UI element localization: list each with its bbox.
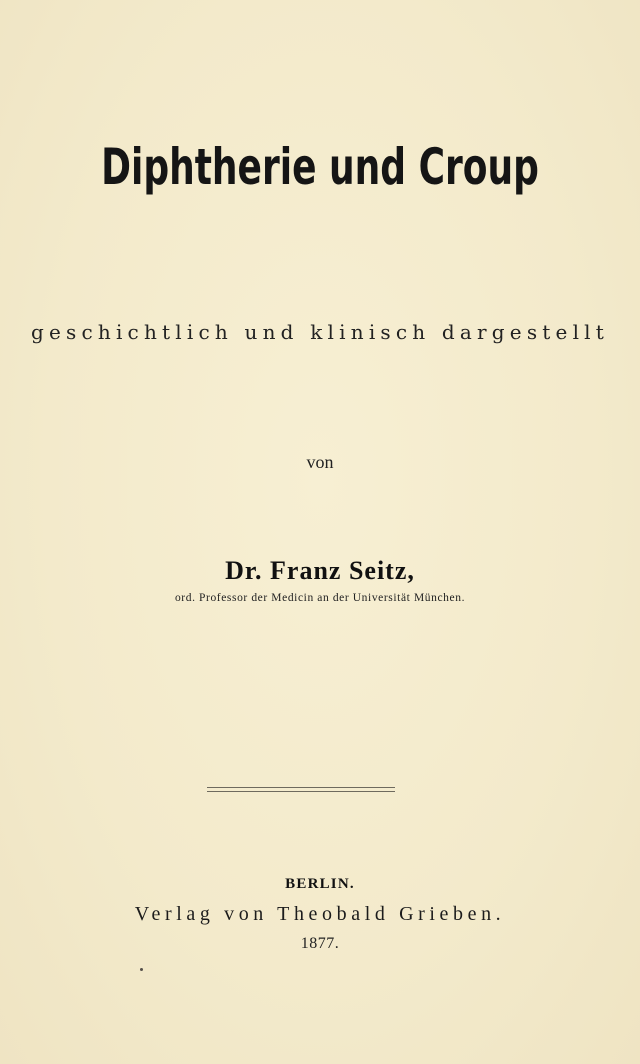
- ink-speck: [140, 968, 143, 971]
- author-name: Dr. Franz Seitz,: [225, 556, 415, 585]
- by-line: von: [306, 452, 334, 472]
- imprint-city: BERLIN.: [285, 876, 355, 892]
- imprint-publisher: Verlag von Theobald Grieben.: [134, 903, 506, 925]
- author-affiliation: ord. Professor der Medicin an der Universität München.: [174, 592, 466, 604]
- book-title: Diphtherie und Croup: [101, 138, 539, 196]
- imprint-year: 1877.: [300, 935, 340, 952]
- divider-rule-bottom: [207, 791, 395, 792]
- divider-rule-top: [207, 787, 395, 788]
- book-subtitle: geschichtlich und klinisch dargestellt: [30, 320, 610, 344]
